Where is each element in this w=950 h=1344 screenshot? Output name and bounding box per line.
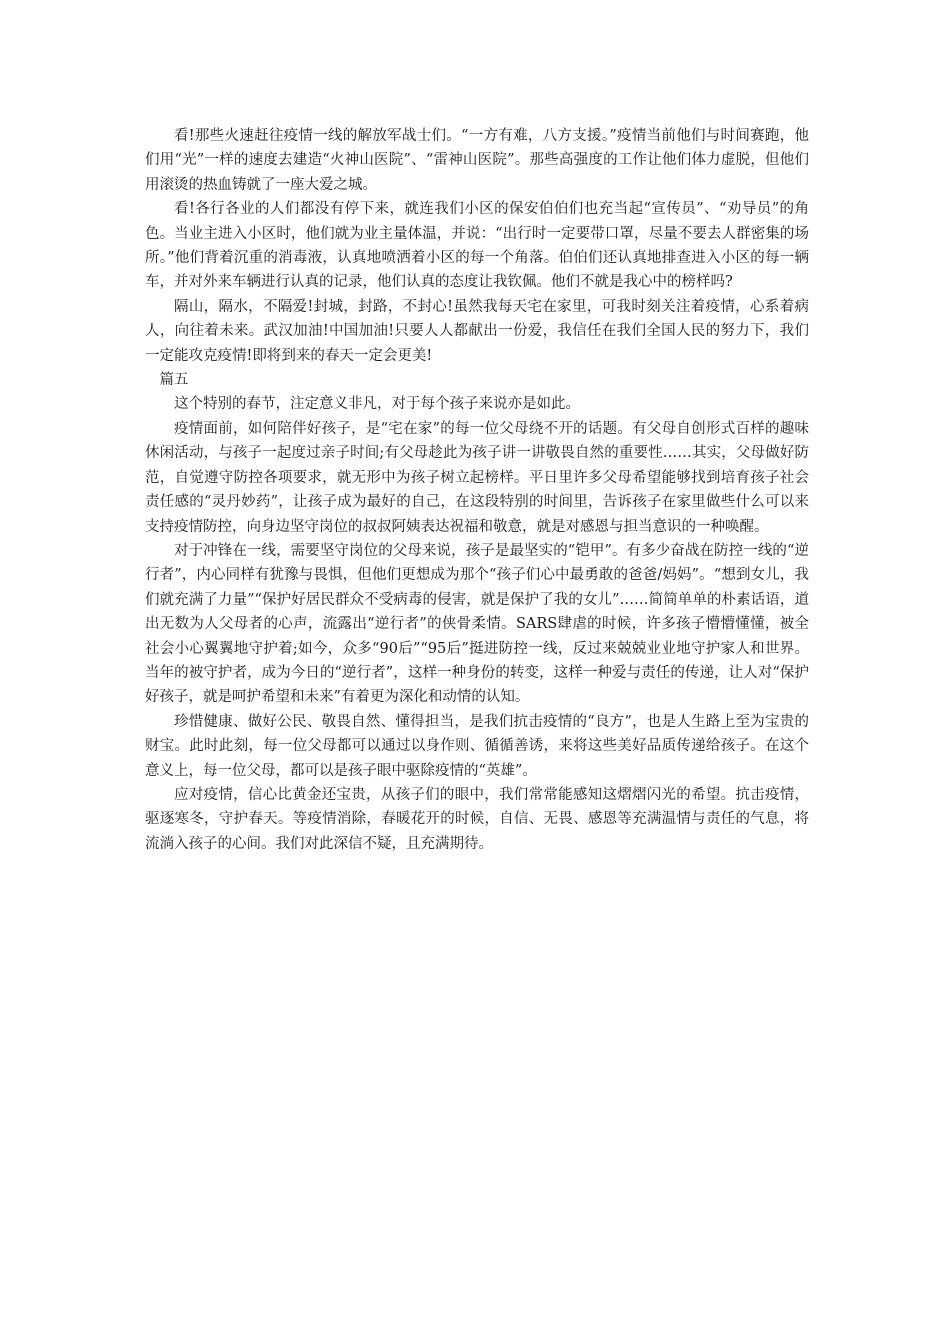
section-title: 篇五: [159, 372, 189, 389]
paragraph: 隔山，隔水，不隔爱!封城，封路，不封心!虽然我每天宅在家里，可我时刻关注着疫情，心系着病人，向往着未来。武汉加油!中国加油!只要人人都献出一份爱，我信任在我们全国人民的努力下，我们一定能攻克疫情!即将到来的春天一定会更美!: [145, 298, 809, 364]
paragraph: 应对疫情，信心比黄金还宝贵，从孩子们的眼中，我们常常能感知这熠熠闪光的希望。抗击疫情，驱逐寒冬，守护春天。等疫情消除，春暖花开的时候，自信、无畏、感恩等充满温情与责任的气息，将流淌入孩子的心间。我们对此深信不疑，且充满期待。: [145, 786, 809, 852]
paragraph: 对于冲锋在一线，需要坚守岗位的父母来说，孩子是最坚实的“铠甲”。有多少奋战在防控一线的“逆行者”，内心同样有犹豫与畏惧，但他们更想成为那个“孩子们心中最勇敢的爸爸/妈妈”。“想到女儿，我们就充满了力量”“保护好居民群众不受病毒的侵害，就是保护了我的女儿”……简简单单的朴素话语，道出无数为人父母者的心声，流露出“逆行者”的侠骨柔情。SARS肆虐的时候，许多孩子懵懵懂懂，被全社会小心翼翼地守护着;如今，众多“90后”“95后”挺进防控一线，反过来兢兢业业地守护家人和世界。当年的被守护者，成为今日的“逆行者”，这样一种身份的转变，这样一种爱与责任的传递，让人对“保护好孩子，就是呵护希望和未来”有着更为深化和动情的认知。: [145, 542, 809, 706]
paragraph: 珍惜健康、做好公民、敬畏自然、懂得担当，是我们抗击疫情的“良方”，也是人生路上至为宝贵的财宝。此时此刻，每一位父母都可以通过以身作则、循循善诱，来将这些美好品质传递给孩子。在这个意义上，每一位父母，都可以是孩子眼中驱除疫情的“英雄”。: [145, 713, 809, 779]
paragraph: 疫情面前，如何陪伴好孩子，是“宅在家”的每一位父母绕不开的话题。有父母自创形式百样的趣味休闲活动，与孩子一起度过亲子时间;有父母趁此为孩子讲一讲敬畏自然的重要性……其实，父母做好防范，自觉遵守防控各项要求，就无形中为孩子树立起榜样。平日里许多父母希望能够找到培育孩子社会责任感的“灵丹妙药”，让孩子成为最好的自己，在这段特别的时间里，告诉孩子在家里做些什么可以来支持疫情防控，向身边坚守岗位的叔叔阿姨表达祝福和敬意，就是对感恩与担当意识的一种唤醒。: [145, 420, 809, 535]
paragraph: 看!各行各业的人们都没有停下来，就连我们小区的保安伯伯们也充当起“宣传员”、“劝导员”的角色。当业主进入小区时，他们就为业主量体温，并说：“出行时一定要带口罩，尽量不要去人群密集的场所。”他们背着沉重的消毒液，认真地喷洒着小区的每一个角落。伯伯们还认真地排查进入小区的每一辆车，并对外来车辆进行认真的记录，他们认真的态度让我钦佩。他们不就是我心中的榜样吗?: [145, 201, 809, 291]
paragraph: 这个特别的春节，注定意义非凡，对于每个孩子来说亦是如此。: [174, 396, 580, 413]
document-page: [145, 124, 809, 856]
paragraph: 看!那些火速赶往疫情一线的解放军战士们。“一方有难，八方支援。”疫情当前他们与时间赛跑，他们用“光”一样的速度去建造“火神山医院”、“雷神山医院”。那些高强度的工作让他们体力虚脱，但他们用滚烫的热血铸就了一座大爱之城。: [145, 128, 809, 193]
